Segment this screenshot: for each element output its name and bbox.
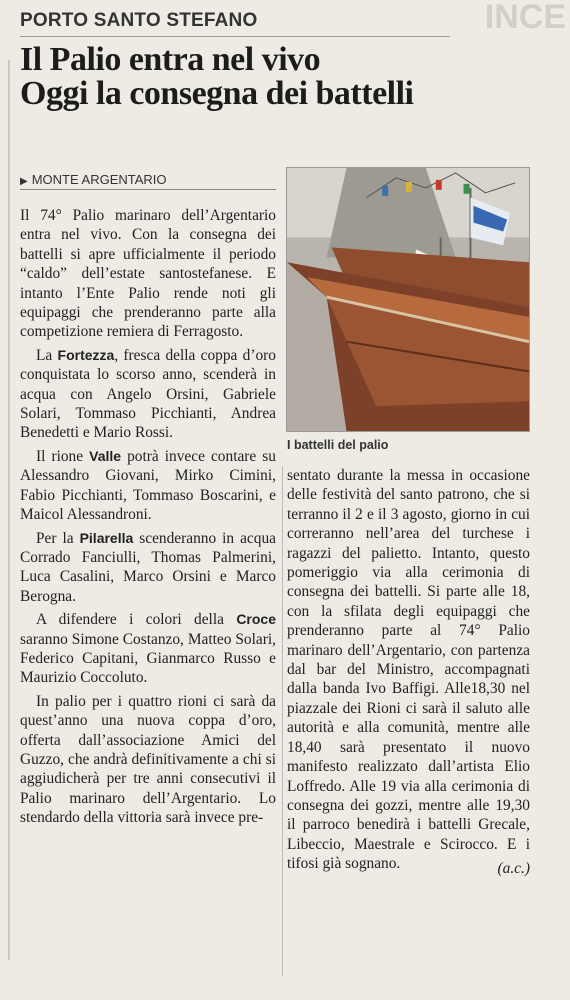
paragraph-6: In palio per i quattro rioni ci sarà da quest’anno una nuova coppa d’oro, offerta dall’associazione Amici del Guzzo, che andrà definitivamente a chi si aggiudicherà per tre anni consecutivi il Palio marinaro dell’Argentario. Lo stendardo della vittoria sarà invece pre- bbox=[20, 692, 276, 827]
headline-line-2: Oggi la consegna dei battelli bbox=[20, 75, 414, 112]
paragraph-4-lead: Per la bbox=[36, 529, 80, 547]
rione-croce: Croce bbox=[236, 611, 276, 628]
paragraph-2 bbox=[20, 346, 276, 443]
photo-caption: I battelli del palio bbox=[287, 438, 389, 452]
paragraph-7: sentato durante la messa in occasione delle festività del santo patrono, che si terranno il 2 e il 3 agosto, giorno in cui correranno nell’area del turchese i ragazzi del palietto. Intanto, questo pomeriggio via alla cerimonia di consegna dei battelli. Si parte alle 18, con la sfilata degli equipaggi che prenderanno parte al 74° Palio marinaro dell’Argentario, con partenza dal bar del Ministro, accompagnati dalla banda Ivo Baffigi. Alle18,30 nel piazzale dei Rioni ci sarà il saluto alle autorità e alla comunità, mentre alle 18,40 sarà presentato il nuovo manifesto realizzato dall’artista Elio Loffredo. Alle 19 via alla cerimonia di consegna dei gozzi, mentre alle 19,30 il parroco benedirà i battelli Grecale, Libeccio, Maestrale e Scirocco. E i tifosi già sognano. bbox=[287, 467, 530, 873]
author-signature: (a.c.) bbox=[497, 859, 530, 877]
section-kicker: PORTO SANTO STEFANO bbox=[20, 10, 450, 37]
paragraph-3 bbox=[20, 447, 276, 525]
paragraph-1: Il 74° Palio marinaro dell’Argentario entra nel vivo. Con la consegna dei battelli si apre ufficialmente il periodo “caldo” dell’estate santostefanese. E intanto l’Ente Palio rende noti gli equipaggi che prenderanno parte alla competizione remiera di Ferragosto. bbox=[20, 207, 276, 341]
byline-text: MONTE ARGENTARIO bbox=[31, 172, 167, 187]
headline-line-1: Il Palio entra nel vivo bbox=[20, 41, 321, 78]
byline bbox=[20, 172, 276, 190]
rione-fortezza: Fortezza bbox=[57, 346, 115, 363]
article-column-2 bbox=[287, 466, 530, 878]
column-rule bbox=[282, 466, 283, 976]
paragraph-5 bbox=[20, 610, 276, 688]
paragraph-2-lead: La bbox=[36, 346, 58, 364]
paragraph-4 bbox=[20, 529, 276, 607]
boats-image bbox=[287, 168, 529, 431]
headline bbox=[20, 43, 548, 111]
fold-edge bbox=[8, 60, 10, 960]
paragraph-3-text: potrà invece contare su Alessandro Giovani, Mirko Cimini, Fabio Picchianti, Tommaso Boscarini, e Maicol Alessandroni. bbox=[20, 447, 276, 524]
paragraph-2-text: , fresca della coppa d’oro conquistata lo scorso anno, scenderà in acqua con Angelo Orsini, Gabriele Solari, Tommaso Picchianti, Andrea Benedetti e Mario Rossi. bbox=[20, 346, 276, 442]
boats-photo bbox=[286, 167, 530, 432]
adjacent-article-bleed: INCE bbox=[484, 0, 566, 36]
rione-valle: Valle bbox=[89, 447, 122, 464]
paragraph-3-lead: Il rione bbox=[36, 447, 90, 465]
paragraph-4-text: scenderanno in acqua Corrado Fanciulli, Thomas Palmerini, Luca Casalini, Marco Orsini e Marco Berogna. bbox=[20, 529, 276, 605]
paragraph-5-text: saranno Simone Costanzo, Matteo Solari, Federico Capitani, Gianmarco Russo e Maurizio Coccoluto. bbox=[20, 630, 276, 687]
article-column-1 bbox=[20, 206, 276, 832]
rione-pilarella: Pilarella bbox=[79, 529, 134, 546]
triangle-bullet-icon: ▶ bbox=[20, 176, 28, 187]
paragraph-5-lead: A difendere i colori della bbox=[36, 611, 237, 629]
